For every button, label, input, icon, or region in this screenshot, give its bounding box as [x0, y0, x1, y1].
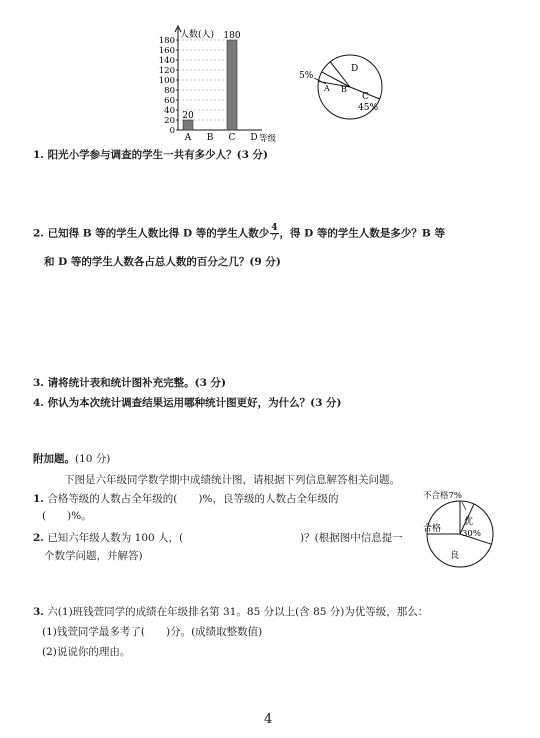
fraction-denominator: 7 [271, 233, 278, 243]
q1-text: 阳光小学参与调查的学生一共有多少人？(3 分) [47, 149, 269, 161]
pie1-c-label: C [362, 92, 369, 102]
b3-sub-2: (2)说说你的理由。 [42, 646, 131, 658]
bar-C [227, 40, 237, 130]
y-tick-label: 100 [158, 76, 175, 86]
question-2 [33, 224, 445, 243]
bonus-score: (10 分) [75, 453, 111, 465]
y-axis-label: 人数(人) [180, 30, 215, 40]
y-tick-label: 80 [164, 86, 175, 96]
x-axis-label: 等级 [259, 134, 277, 144]
pie2-excellent-label: 优 [464, 517, 474, 527]
b1-text-a: 合格等级的人数占全年级的( )%，良等级的人数占全年级的 [47, 493, 339, 505]
b1-number: 1. [33, 493, 44, 505]
x-tick-label-B: B [206, 133, 214, 143]
b2-text-a: 已知六年级人数为 100 人，( [47, 532, 184, 544]
fraction-numerator: 4 [271, 223, 278, 233]
y-tick-label: 40 [164, 106, 175, 116]
y-tick-label: 140 [158, 56, 175, 66]
y-tick-label: 120 [158, 66, 175, 76]
q3-text: 请将统计表和统计图补充完整。(3 分) [47, 377, 227, 389]
bar-chart [150, 22, 290, 148]
q2-text-a: 已知得 B 等的学生人数比得 D 等的学生人数少 [47, 227, 270, 240]
pie1-a-label: A [324, 84, 330, 93]
question-3 [33, 375, 226, 390]
question-4 [33, 395, 342, 410]
y-tick-label: 160 [158, 46, 175, 56]
b3-sub-1: (1)钱萱同学最多考了( )分。(成绩取整数值) [42, 626, 263, 638]
pie2-fail-label: 不合格7% [423, 491, 462, 501]
pie1-c-pct: 45% [358, 103, 379, 113]
bonus-question-2 [33, 530, 183, 545]
q2-text-b: ，得 D 等的学生人数是多少？B 等 [279, 227, 445, 240]
pie1-d-label: D [351, 64, 359, 74]
x-tick-label-A: A [184, 133, 192, 143]
pie-chart-math-scores [418, 486, 508, 572]
b2-number: 2. [33, 532, 44, 544]
b3-number: 3. [33, 606, 44, 618]
q3-number: 3. [33, 377, 44, 389]
x-tick-label-D: D [250, 133, 258, 143]
x-tick-label-C: C [228, 133, 236, 143]
b3-text: 六(1)班钱萱同学的成绩在年级排名第 31。85 分以上(含 85 分)为优等级，那么： [47, 606, 429, 618]
bonus-heading [33, 451, 110, 466]
bar-A [183, 120, 193, 130]
pie2-good-label: 良 [450, 551, 460, 561]
bonus-title: 附加题。 [33, 453, 75, 465]
bonus-question-1 [33, 491, 338, 506]
b2-text-b: )？(根据图中信息提一 [300, 532, 403, 544]
q4-number: 4. [33, 397, 44, 409]
y-tick-label: 60 [164, 96, 175, 106]
bar-value-label: 180 [223, 31, 241, 41]
q2-text-c: 和 D 等的学生人数各占总人数的百分之几？(9 分) [44, 256, 281, 268]
pie2-excellent-pct: 30% [462, 529, 481, 539]
fraction-4-7 [270, 224, 278, 243]
y-tick-label: 180 [158, 36, 175, 46]
pie2-pass-label: 合格 [423, 524, 442, 534]
bar-value-label: 20 [182, 111, 194, 121]
page-number: 4 [264, 712, 273, 727]
q2-number: 2. [33, 227, 44, 240]
y-tick-label: 0 [169, 126, 175, 136]
pie1-a-pct: 5% [299, 71, 314, 81]
bonus-intro: 下图是六年级同学数学期中成绩统计图，请根据下列信息解答相关问题。 [64, 474, 400, 486]
b2-text-c: 个数学问题，并解答) [44, 550, 143, 562]
pie1-b-label: B [341, 85, 347, 94]
b1-text-b: ( )%。 [42, 510, 92, 522]
bonus-question-3 [33, 604, 428, 619]
q1-number: 1. [33, 149, 44, 161]
y-tick-label: 20 [164, 116, 175, 126]
q4-text: 你认为本次统计调查结果运用哪种统计图更好，为什么？(3 分) [47, 397, 342, 409]
question-1 [33, 147, 268, 162]
pie-chart-grades [296, 44, 400, 124]
